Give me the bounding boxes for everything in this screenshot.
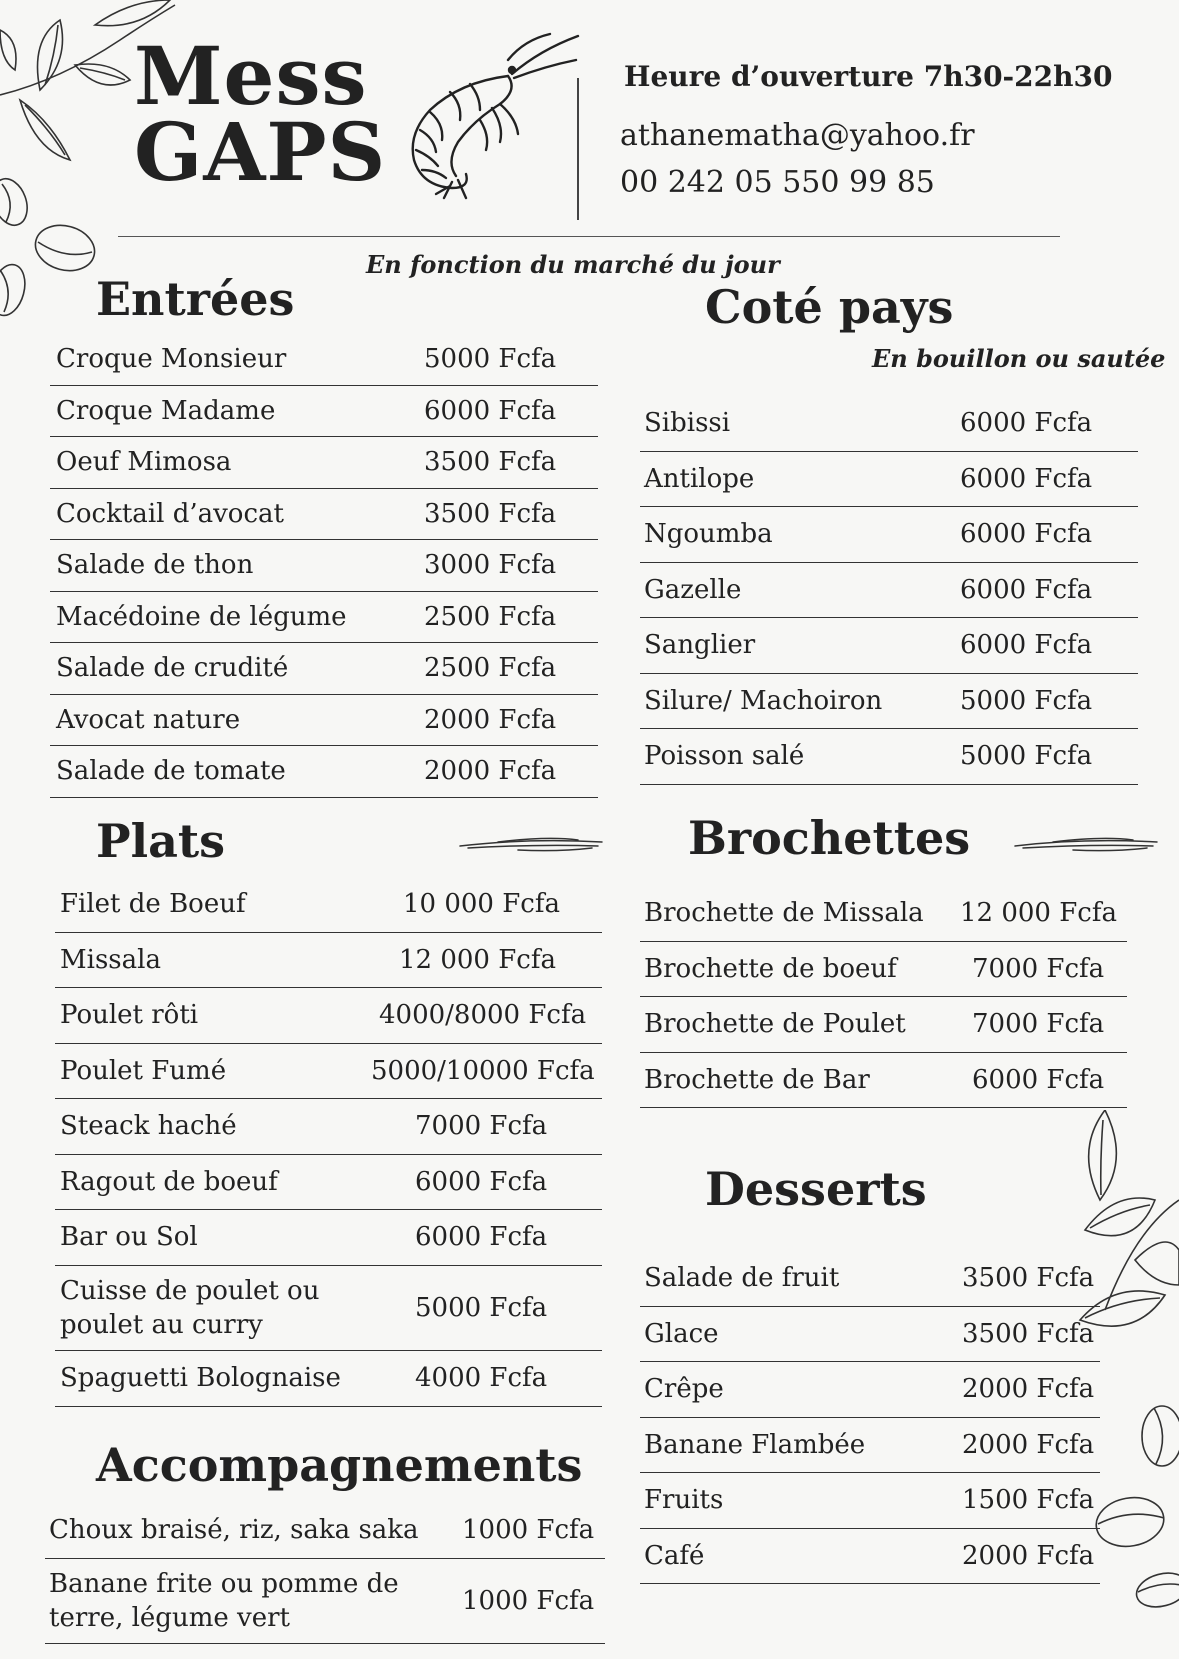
menu-item [50, 746, 598, 798]
menu-item [640, 1362, 1100, 1418]
menu-item-name: Sanglier [644, 630, 756, 661]
accompagnements-list [45, 1502, 605, 1644]
menu-item-price: 5000 Fcfa [960, 685, 1093, 716]
menu-item [640, 1473, 1100, 1529]
menu-item-price: 6000 Fcfa [960, 463, 1093, 494]
menu-item [55, 1044, 602, 1100]
menu-item [50, 540, 598, 592]
cote-pays-subtitle: En bouillon ou sautée [872, 344, 1166, 373]
menu-item-price: 2000 Fcfa [962, 1540, 1095, 1571]
menu-item [640, 1251, 1100, 1307]
menu-item-name: Bar ou Sol [60, 1222, 198, 1253]
menu-item-name: Brochette de Poulet [644, 1009, 906, 1040]
menu-item [640, 674, 1138, 730]
menu-item-price: 2000 Fcfa [424, 704, 557, 735]
menu-item-name: Cuisse de poulet ou poulet au curry [60, 1275, 320, 1340]
menu-item-name: Ragout de boeuf [60, 1166, 278, 1197]
section-title-desserts: Desserts [705, 1162, 927, 1216]
menu-item-name: Salade de fruit [644, 1263, 840, 1294]
menu-item-name: Crêpe [644, 1374, 724, 1405]
menu-item-price: 10 000 Fcfa [403, 889, 560, 920]
menu-item-price: 7000 Fcfa [972, 1009, 1105, 1040]
menu-item [640, 507, 1138, 563]
menu-item [640, 886, 1127, 942]
menu-item [55, 1266, 602, 1352]
section-title-brochettes: Brochettes [688, 811, 971, 865]
menu-item-price: 3500 Fcfa [962, 1318, 1095, 1349]
menu-item-name: Croque Monsieur [56, 344, 287, 375]
menu-item-price: 1000 Fcfa [462, 1585, 595, 1616]
menu-item-name: Macédoine de légume [56, 601, 347, 632]
cote-pays-list [640, 396, 1138, 785]
section-title-accompagnements: Accompagnements [96, 1438, 583, 1492]
menu-item [50, 386, 598, 438]
shrimp-icon [400, 30, 580, 200]
market-note: En fonction du marché du jour [366, 250, 780, 279]
menu-item-price: 6000 Fcfa [424, 395, 557, 426]
brochettes-list [640, 886, 1127, 1108]
menu-item-price: 2500 Fcfa [424, 601, 557, 632]
menu-item-price: 5000 Fcfa [424, 344, 557, 375]
menu-item-price: 3500 Fcfa [962, 1263, 1095, 1294]
menu-item-price: 5000/10000 Fcfa [371, 1055, 595, 1086]
menu-item-name: Salade de tomate [56, 756, 286, 787]
menu-item-name: Salade de thon [56, 550, 254, 581]
menu-item [640, 563, 1138, 619]
menu-item [45, 1502, 605, 1559]
email-address[interactable]: athanematha@yahoo.fr [620, 118, 975, 153]
menu-item [640, 452, 1138, 508]
menu-item-name: Cocktail d’avocat [56, 498, 284, 529]
menu-item [55, 1099, 602, 1155]
menu-item-price: 1500 Fcfa [962, 1485, 1095, 1516]
menu-item [640, 997, 1127, 1053]
menu-item [55, 1155, 602, 1211]
menu-item [55, 1210, 602, 1266]
menu-item [640, 618, 1138, 674]
brush-stroke-icon [1013, 832, 1159, 856]
coffee-bean-icon [0, 172, 100, 322]
menu-item [50, 695, 598, 747]
menu-item-price: 6000 Fcfa [960, 519, 1093, 550]
menu-item-name: Salade de crudité [56, 653, 289, 684]
menu-item [50, 489, 598, 541]
menu-item-name: Fruits [644, 1485, 724, 1516]
menu-item-name: Silure/ Machoiron [644, 685, 883, 716]
menu-item-price: 2000 Fcfa [424, 756, 557, 787]
menu-item-name: Sibissi [644, 408, 731, 439]
menu-item-name: Choux braisé, riz, saka saka [49, 1514, 419, 1545]
menu-item [640, 396, 1138, 452]
menu-item [640, 729, 1138, 785]
menu-item [640, 1529, 1100, 1585]
menu-item-name: Brochette de boeuf [644, 953, 897, 984]
menu-item [640, 942, 1127, 998]
header-divider [577, 78, 579, 220]
menu-item-price: 6000 Fcfa [415, 1166, 548, 1197]
menu-item [640, 1418, 1100, 1474]
menu-item-price: 3500 Fcfa [424, 498, 557, 529]
phone-number[interactable]: 00 242 05 550 99 85 [620, 165, 935, 200]
menu-item-name: Ngoumba [644, 519, 773, 550]
menu-item-name: Poisson salé [644, 741, 805, 772]
menu-item-price: 12 000 Fcfa [399, 944, 556, 975]
menu-item [50, 334, 598, 386]
section-title-cote-pays: Coté pays [705, 280, 954, 334]
menu-item-name: Missala [60, 944, 161, 975]
menu-item-price: 6000 Fcfa [415, 1222, 548, 1253]
menu-item-price: 5000 Fcfa [415, 1292, 548, 1323]
menu-item-name: Filet de Boeuf [60, 889, 246, 920]
menu-item-price: 2000 Fcfa [962, 1429, 1095, 1460]
menu-item-price: 2000 Fcfa [962, 1374, 1095, 1405]
menu-item-name: Poulet rôti [60, 1000, 199, 1031]
brush-stroke-icon [458, 832, 604, 856]
menu-item [50, 437, 598, 489]
menu-item-name: Banane Flambée [644, 1429, 866, 1460]
menu-item [50, 592, 598, 644]
menu-item-price: 7000 Fcfa [415, 1111, 548, 1142]
menu-item [55, 1351, 602, 1407]
menu-item-price: 1000 Fcfa [462, 1514, 595, 1545]
menu-item [45, 1559, 605, 1645]
section-title-plats: Plats [96, 814, 226, 868]
entrees-list [50, 334, 598, 798]
menu-item-price: 6000 Fcfa [960, 630, 1093, 661]
menu-item-name: Croque Madame [56, 395, 276, 426]
menu-item-price: 4000/8000 Fcfa [379, 1000, 587, 1031]
section-title-entrees: Entrées [96, 272, 295, 326]
menu-item-price: 3000 Fcfa [424, 550, 557, 581]
menu-item-price: 2500 Fcfa [424, 653, 557, 684]
menu-item-name: Antilope [644, 463, 755, 494]
menu-item-name: Brochette de Bar [644, 1064, 870, 1095]
menu-item-price: 6000 Fcfa [972, 1064, 1105, 1095]
menu-item [55, 988, 602, 1044]
brand-title-line1: Mess [134, 29, 368, 123]
menu-item-price: 3500 Fcfa [424, 447, 557, 478]
menu-item-name: Brochette de Missala [644, 898, 924, 929]
menu-item [640, 1307, 1100, 1363]
menu-item-price: 5000 Fcfa [960, 741, 1093, 772]
menu-item-name: Oeuf Mimosa [56, 447, 232, 478]
menu-item-price: 7000 Fcfa [972, 953, 1105, 984]
menu-item-price: 12 000 Fcfa [960, 898, 1117, 929]
menu-item-name: Poulet Fumé [60, 1055, 227, 1086]
plats-list [55, 877, 602, 1407]
menu-item [640, 1053, 1127, 1109]
brand-title-line2: GAPS [134, 105, 387, 199]
menu-item-name: Café [644, 1540, 705, 1571]
menu-item-price: 6000 Fcfa [960, 408, 1093, 439]
menu-item-price: 4000 Fcfa [415, 1363, 548, 1394]
menu-item [50, 643, 598, 695]
opening-hours: Heure d’ouverture 7h30-22h30 [624, 60, 1113, 93]
menu-item [55, 877, 602, 933]
menu-item [55, 933, 602, 989]
menu-item-name: Steack haché [60, 1111, 237, 1142]
menu-item-price: 6000 Fcfa [960, 574, 1093, 605]
menu-item-name: Gazelle [644, 574, 742, 605]
desserts-list [640, 1251, 1100, 1584]
menu-item-name: Glace [644, 1318, 719, 1349]
menu-item-name: Spaguetti Bolognaise [60, 1363, 341, 1394]
header-rule [118, 236, 1060, 237]
coffee-bean-icon [1092, 1400, 1179, 1610]
menu-item-name: Banane frite ou pomme de terre, légume vert [49, 1568, 399, 1633]
menu-item-name: Avocat nature [56, 704, 241, 735]
